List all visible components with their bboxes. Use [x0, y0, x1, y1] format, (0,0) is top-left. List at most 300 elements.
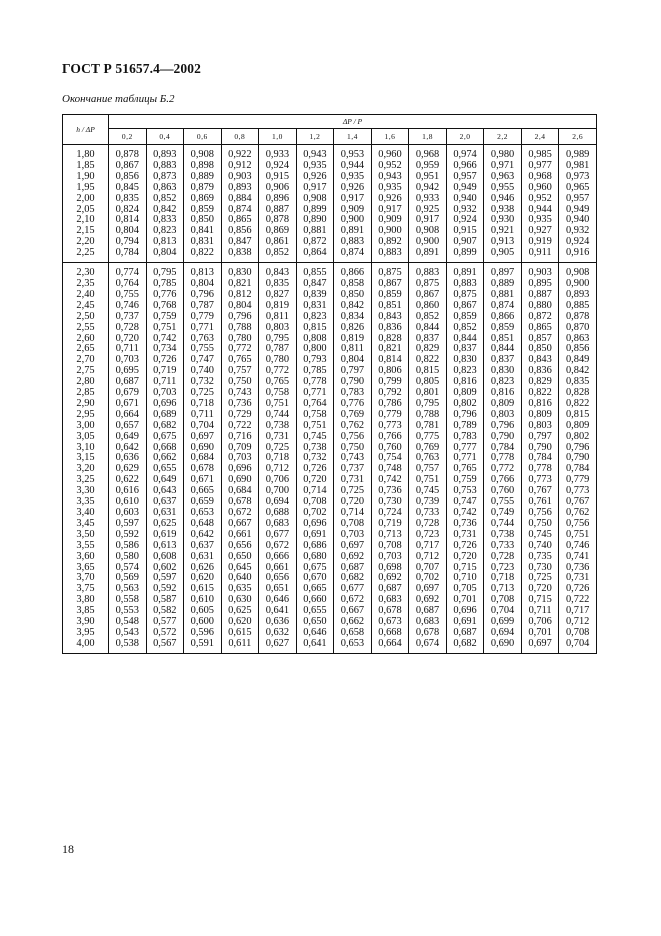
table-cell: 0,908 — [184, 150, 222, 161]
table-cell: 0,905 — [484, 248, 522, 259]
table-cell: 0,809 — [484, 399, 522, 410]
table-cell: 0,622 — [109, 475, 147, 486]
group-header: ΔP / P — [109, 115, 597, 129]
table-cell: 0,675 — [146, 432, 184, 443]
table-cell: 0,779 — [184, 312, 222, 323]
table-cell: 0,811 — [259, 312, 297, 323]
table-cell: 0,729 — [221, 410, 259, 421]
table-cell: 0,657 — [109, 421, 147, 432]
table-cell: 0,863 — [146, 183, 184, 194]
row-header: 2,70 — [63, 355, 109, 366]
table-cell: 0,753 — [446, 486, 484, 497]
table-cell: 0,616 — [109, 486, 147, 497]
table-row — [63, 584, 597, 595]
table-cell: 0,800 — [296, 344, 334, 355]
table-cell: 0,597 — [146, 573, 184, 584]
table-cell: 0,837 — [409, 334, 447, 345]
table-cell: 0,738 — [484, 530, 522, 541]
row-header: 2,40 — [63, 290, 109, 301]
table-cell: 0,878 — [109, 150, 147, 161]
table-cell: 0,600 — [184, 617, 222, 628]
row-header: 3,50 — [63, 530, 109, 541]
table-cell: 0,916 — [559, 248, 597, 259]
table-cell: 0,819 — [259, 301, 297, 312]
table-cell: 0,785 — [296, 366, 334, 377]
table-cell: 0,784 — [559, 464, 597, 475]
table-cell: 0,625 — [146, 519, 184, 530]
table-cell: 0,653 — [184, 508, 222, 519]
table-cell: 0,713 — [371, 530, 409, 541]
table-cell: 0,656 — [259, 573, 297, 584]
table-cell: 0,687 — [446, 628, 484, 639]
table-cell: 0,730 — [371, 497, 409, 508]
table-cell: 0,839 — [296, 290, 334, 301]
table-cell: 0,720 — [446, 552, 484, 563]
table-cell: 0,779 — [371, 410, 409, 421]
table-cell: 0,778 — [484, 453, 522, 464]
table-cell: 0,917 — [371, 205, 409, 216]
table-cell: 0,786 — [371, 399, 409, 410]
table-cell: 0,677 — [259, 530, 297, 541]
row-header: 2,00 — [63, 194, 109, 205]
table-cell: 0,823 — [146, 226, 184, 237]
table-cell: 0,835 — [259, 279, 297, 290]
table-cell: 0,804 — [334, 355, 372, 366]
table-cell: 0,943 — [296, 150, 334, 161]
table-cell: 0,723 — [409, 530, 447, 541]
table-cell: 0,784 — [521, 453, 559, 464]
table-row — [63, 453, 597, 464]
table-cell: 0,611 — [221, 639, 259, 650]
table-cell: 0,680 — [296, 552, 334, 563]
table-cell: 0,858 — [334, 279, 372, 290]
table-cell: 0,879 — [184, 183, 222, 194]
table-cell: 0,796 — [559, 443, 597, 454]
table-cell: 0,569 — [109, 573, 147, 584]
table-cell: 0,765 — [446, 464, 484, 475]
table-row — [63, 639, 597, 650]
table-row — [63, 508, 597, 519]
row-header: 2,15 — [63, 226, 109, 237]
table-cell: 0,912 — [221, 161, 259, 172]
table-cell: 0,878 — [259, 215, 297, 226]
table-cell: 0,866 — [334, 268, 372, 279]
table-cell: 0,822 — [521, 388, 559, 399]
table-cell: 0,686 — [296, 541, 334, 552]
table-cell: 0,963 — [484, 172, 522, 183]
table-cell: 0,709 — [221, 443, 259, 454]
table-cell: 0,883 — [409, 268, 447, 279]
table-cell: 0,774 — [109, 268, 147, 279]
table-cell: 0,856 — [559, 344, 597, 355]
table-cell: 0,847 — [296, 279, 334, 290]
table-cell: 0,682 — [146, 421, 184, 432]
table-cell: 0,985 — [521, 150, 559, 161]
table-cell: 0,760 — [484, 486, 522, 497]
table-cell: 0,712 — [559, 617, 597, 628]
table-cell: 0,678 — [371, 606, 409, 617]
table-cell: 0,863 — [559, 334, 597, 345]
table-cell: 0,952 — [521, 194, 559, 205]
table-cell: 0,682 — [334, 573, 372, 584]
table-cell: 0,699 — [484, 617, 522, 628]
table-cell: 0,823 — [446, 366, 484, 377]
table-cell: 0,797 — [334, 366, 372, 377]
table-cell: 0,867 — [371, 279, 409, 290]
table-cell: 0,771 — [446, 453, 484, 464]
table-cell: 0,705 — [446, 584, 484, 595]
table-cell: 0,867 — [409, 290, 447, 301]
table-cell: 0,708 — [334, 519, 372, 530]
row-header: 3,80 — [63, 595, 109, 606]
table-cell: 0,767 — [559, 497, 597, 508]
table-cell: 0,815 — [409, 366, 447, 377]
table-cell: 0,769 — [409, 443, 447, 454]
table-cell: 0,933 — [409, 194, 447, 205]
table-cell: 0,926 — [296, 172, 334, 183]
table-cell: 0,808 — [296, 334, 334, 345]
table-cell: 0,895 — [521, 279, 559, 290]
table-cell: 0,938 — [484, 205, 522, 216]
table-cell: 0,582 — [146, 606, 184, 617]
table-cell: 0,697 — [409, 584, 447, 595]
table-cell: 0,683 — [259, 519, 297, 530]
table-cell: 0,615 — [184, 584, 222, 595]
table-cell: 0,801 — [409, 388, 447, 399]
table-cell: 0,731 — [259, 432, 297, 443]
table-cell: 0,696 — [146, 399, 184, 410]
table-cell: 0,711 — [146, 377, 184, 388]
table-cell: 0,859 — [184, 205, 222, 216]
table-cell: 0,722 — [221, 421, 259, 432]
table-cell: 0,719 — [146, 366, 184, 377]
table-cell: 0,567 — [146, 639, 184, 650]
table-cell: 0,790 — [334, 377, 372, 388]
table-cell: 0,953 — [334, 150, 372, 161]
table-cell: 0,662 — [146, 453, 184, 464]
table-cell: 0,821 — [221, 279, 259, 290]
table-cell: 0,813 — [146, 237, 184, 248]
table-cell: 0,620 — [184, 573, 222, 584]
table-cell: 0,738 — [259, 421, 297, 432]
table-cell: 0,683 — [371, 595, 409, 606]
row-header: 2,30 — [63, 268, 109, 279]
table-cell: 0,757 — [221, 366, 259, 377]
table-cell: 0,849 — [559, 355, 597, 366]
table-cell: 0,610 — [109, 497, 147, 508]
table-cell: 0,763 — [409, 453, 447, 464]
table-cell: 0,971 — [484, 161, 522, 172]
table-cell: 0,909 — [371, 215, 409, 226]
table-cell: 0,899 — [446, 248, 484, 259]
table-cell: 0,602 — [146, 563, 184, 574]
row-header: 3,30 — [63, 486, 109, 497]
table-cell: 0,732 — [184, 377, 222, 388]
table-cell: 0,748 — [371, 464, 409, 475]
table-cell: 0,682 — [446, 639, 484, 650]
table-cell: 0,869 — [259, 226, 297, 237]
table-cell: 0,779 — [559, 475, 597, 486]
table-cell: 0,952 — [371, 161, 409, 172]
table-cell: 0,828 — [371, 334, 409, 345]
table-cell: 0,867 — [109, 161, 147, 172]
table-cell: 0,850 — [334, 290, 372, 301]
table-cell: 0,698 — [371, 563, 409, 574]
table-cell: 0,908 — [559, 268, 597, 279]
table-cell: 0,830 — [484, 366, 522, 377]
table-cell: 0,671 — [184, 475, 222, 486]
column-header: 2,2 — [484, 128, 522, 144]
table-row — [63, 541, 597, 552]
table-cell: 0,735 — [521, 552, 559, 563]
table-cell: 0,768 — [146, 301, 184, 312]
table-cell: 0,844 — [409, 323, 447, 334]
row-header: 3,45 — [63, 519, 109, 530]
table-cell: 0,837 — [446, 344, 484, 355]
table-row — [63, 323, 597, 334]
table-cell: 0,649 — [109, 432, 147, 443]
table-cell: 0,703 — [146, 388, 184, 399]
table-cell: 0,842 — [559, 366, 597, 377]
table-cell: 0,909 — [334, 205, 372, 216]
table-cell: 0,836 — [521, 366, 559, 377]
table-cell: 0,785 — [146, 279, 184, 290]
table-cell: 0,927 — [521, 226, 559, 237]
table-cell: 0,859 — [446, 312, 484, 323]
table-cell: 0,906 — [259, 183, 297, 194]
table-cell: 0,651 — [259, 584, 297, 595]
table-cell: 0,690 — [184, 443, 222, 454]
table-cell: 0,668 — [371, 628, 409, 639]
table-cell: 0,708 — [296, 497, 334, 508]
table-cell: 0,790 — [559, 453, 597, 464]
column-header: 2,4 — [521, 128, 559, 144]
table-cell: 0,856 — [109, 172, 147, 183]
table-cell: 0,668 — [146, 443, 184, 454]
table-cell: 0,935 — [296, 161, 334, 172]
table-cell: 0,718 — [184, 399, 222, 410]
table-cell: 0,924 — [559, 237, 597, 248]
table-cell: 0,796 — [484, 421, 522, 432]
table-cell: 0,704 — [484, 606, 522, 617]
table-cell: 0,883 — [146, 161, 184, 172]
table-cell: 0,778 — [521, 464, 559, 475]
table-cell: 0,646 — [296, 628, 334, 639]
table-cell: 0,684 — [221, 486, 259, 497]
table-cell: 0,960 — [371, 150, 409, 161]
table-cell: 0,689 — [146, 410, 184, 421]
row-header: 3,05 — [63, 432, 109, 443]
table-cell: 0,563 — [109, 584, 147, 595]
table-cell: 0,592 — [109, 530, 147, 541]
row-header: 2,90 — [63, 399, 109, 410]
table-cell: 0,883 — [446, 279, 484, 290]
table-cell: 0,692 — [409, 595, 447, 606]
table-cell: 0,702 — [409, 573, 447, 584]
table-cell: 0,731 — [559, 573, 597, 584]
table-cell: 0,636 — [109, 453, 147, 464]
table-cell: 0,935 — [521, 215, 559, 226]
table-cell: 0,759 — [146, 312, 184, 323]
table-cell: 0,875 — [409, 279, 447, 290]
table-cell: 0,852 — [446, 323, 484, 334]
row-header: 3,60 — [63, 552, 109, 563]
table-cell: 0,687 — [334, 563, 372, 574]
table-cell: 0,824 — [109, 205, 147, 216]
table-cell: 0,630 — [221, 595, 259, 606]
table-cell: 0,747 — [184, 355, 222, 366]
table-cell: 0,822 — [409, 355, 447, 366]
table-cell: 0,641 — [259, 606, 297, 617]
table-row — [63, 475, 597, 486]
table-cell: 0,775 — [409, 432, 447, 443]
table-cell: 0,750 — [521, 519, 559, 530]
table-cell: 0,957 — [559, 194, 597, 205]
table-cell: 0,899 — [296, 205, 334, 216]
table-cell: 0,804 — [146, 248, 184, 259]
table-cell: 0,715 — [446, 563, 484, 574]
table-cell: 0,653 — [334, 639, 372, 650]
table-cell: 0,717 — [559, 606, 597, 617]
table-cell: 0,764 — [109, 279, 147, 290]
column-header: 0,6 — [184, 128, 222, 144]
table-cell: 0,816 — [446, 377, 484, 388]
table-cell: 0,715 — [521, 595, 559, 606]
table-cell: 0,740 — [521, 541, 559, 552]
table-cell: 0,718 — [484, 573, 522, 584]
row-header: 2,50 — [63, 312, 109, 323]
table-cell: 0,691 — [446, 617, 484, 628]
table-cell: 0,706 — [259, 475, 297, 486]
table-cell: 0,750 — [334, 443, 372, 454]
table-cell: 0,718 — [259, 453, 297, 464]
table-cell: 0,678 — [184, 464, 222, 475]
table-cell: 0,761 — [521, 497, 559, 508]
table-cell: 0,666 — [259, 552, 297, 563]
table-cell: 0,751 — [259, 399, 297, 410]
table-cell: 0,911 — [521, 248, 559, 259]
table-cell: 0,809 — [559, 421, 597, 432]
table-cell: 0,866 — [484, 312, 522, 323]
table-cell: 0,900 — [371, 226, 409, 237]
table-cell: 0,803 — [484, 410, 522, 421]
table-cell: 0,615 — [221, 628, 259, 639]
table-cell: 0,754 — [371, 453, 409, 464]
table-cell: 0,637 — [184, 541, 222, 552]
row-header: 3,20 — [63, 464, 109, 475]
row-header: 2,80 — [63, 377, 109, 388]
table-cell: 0,739 — [409, 497, 447, 508]
table-cell: 0,944 — [334, 161, 372, 172]
table-cell: 0,973 — [559, 172, 597, 183]
table-cell: 0,711 — [521, 606, 559, 617]
table-cell: 0,965 — [559, 183, 597, 194]
column-header: 0,2 — [109, 128, 147, 144]
row-header: 3,95 — [63, 628, 109, 639]
row-header: 3,55 — [63, 541, 109, 552]
row-header: 3,40 — [63, 508, 109, 519]
table-cell: 0,813 — [184, 268, 222, 279]
table-cell: 0,772 — [221, 344, 259, 355]
table-cell: 0,764 — [296, 399, 334, 410]
table-cell: 0,935 — [371, 183, 409, 194]
table-row — [63, 432, 597, 443]
table-cell: 0,574 — [109, 563, 147, 574]
table-cell: 0,697 — [334, 541, 372, 552]
table-cell: 0,842 — [334, 301, 372, 312]
table-row — [63, 606, 597, 617]
table-cell: 0,989 — [559, 150, 597, 161]
table-cell: 0,696 — [446, 606, 484, 617]
table-cell: 0,719 — [371, 519, 409, 530]
table-cell: 0,605 — [184, 606, 222, 617]
table-cell: 0,940 — [446, 194, 484, 205]
table-cell: 0,741 — [559, 552, 597, 563]
column-header: 0,4 — [146, 128, 184, 144]
row-header: 2,10 — [63, 215, 109, 226]
column-header: 0,8 — [221, 128, 259, 144]
table-cell: 0,765 — [221, 355, 259, 366]
table-cell: 0,733 — [409, 508, 447, 519]
table-block-2 — [63, 263, 597, 654]
table-cell: 0,784 — [109, 248, 147, 259]
table-row — [63, 301, 597, 312]
table-cell: 0,656 — [221, 541, 259, 552]
table-cell: 0,687 — [409, 606, 447, 617]
table-cell: 0,795 — [259, 334, 297, 345]
table-cell: 0,664 — [109, 410, 147, 421]
table-cell: 0,828 — [559, 388, 597, 399]
table-cell: 0,701 — [446, 595, 484, 606]
table-cell: 0,887 — [259, 205, 297, 216]
table-cell: 0,773 — [521, 475, 559, 486]
table-cell: 0,725 — [259, 443, 297, 454]
table-cell: 0,860 — [409, 301, 447, 312]
table-cell: 0,636 — [259, 617, 297, 628]
column-header: 1,6 — [371, 128, 409, 144]
table-cell: 0,835 — [559, 377, 597, 388]
table-cell: 0,829 — [409, 344, 447, 355]
table-cell: 0,688 — [259, 508, 297, 519]
row-header: 2,05 — [63, 205, 109, 216]
table-cell: 0,809 — [521, 410, 559, 421]
table-cell: 0,806 — [371, 366, 409, 377]
table-cell: 0,648 — [184, 519, 222, 530]
table-cell: 0,667 — [221, 519, 259, 530]
column-header: 2,0 — [446, 128, 484, 144]
table-cell: 0,745 — [409, 486, 447, 497]
table-row — [63, 399, 597, 410]
table-cell: 0,650 — [296, 617, 334, 628]
table-row — [63, 215, 597, 226]
table-row — [63, 344, 597, 355]
table-cell: 0,822 — [559, 399, 597, 410]
table-cell: 0,874 — [334, 248, 372, 259]
column-header: 1,8 — [409, 128, 447, 144]
table-row — [63, 194, 597, 205]
table-cell: 0,878 — [559, 312, 597, 323]
table-cell: 0,829 — [521, 377, 559, 388]
table-cell: 0,730 — [521, 563, 559, 574]
table-cell: 0,789 — [446, 421, 484, 432]
table-cell: 0,658 — [334, 628, 372, 639]
table-row — [63, 226, 597, 237]
table-cell: 0,903 — [221, 172, 259, 183]
table-cell: 0,703 — [221, 453, 259, 464]
table-cell: 0,756 — [559, 519, 597, 530]
table-row — [63, 421, 597, 432]
table-cell: 0,755 — [109, 290, 147, 301]
